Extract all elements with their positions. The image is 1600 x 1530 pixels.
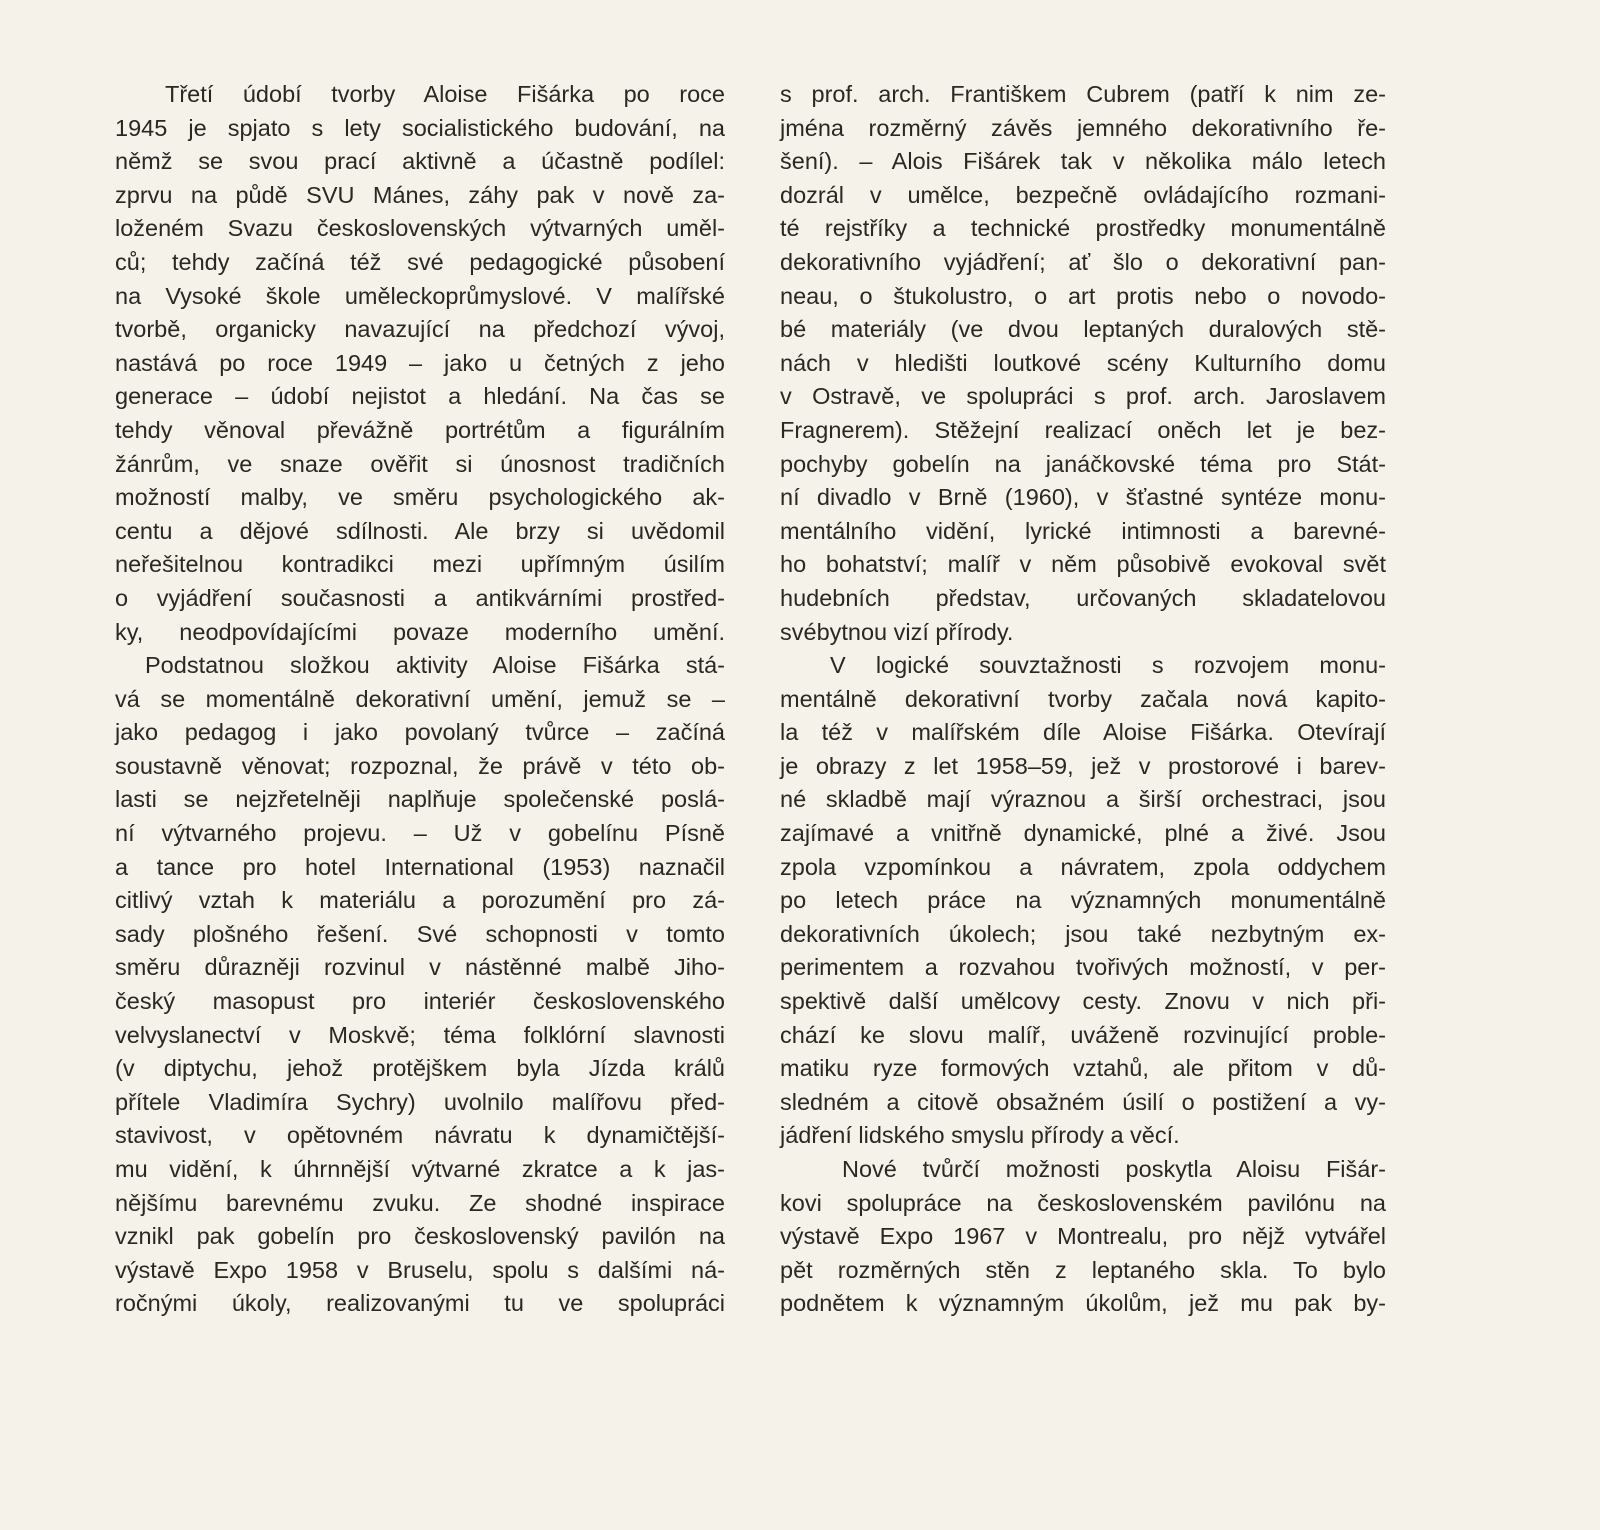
text-line: ky, neodpovídajícími povaze moderního umění. <box>115 618 725 645</box>
text-line: v Ostravě, ve spolupráci s prof. arch. Jaroslavem <box>780 383 1386 410</box>
text-line: němž se svou prací aktivně a účastně podílel: <box>115 148 725 175</box>
text-line: bé materiály (ve dvou leptaných duralových stě- <box>780 316 1386 343</box>
text-line: český masopust pro interiér československého <box>115 988 725 1015</box>
text-line: ní výtvarného projevu. – Už v gobelínu Písně <box>115 820 725 847</box>
text-line: ců; tehdy začíná též své pedagogické působení <box>115 248 725 275</box>
text-line: Fragnerem). Stěžejní realizací oněch let je bez- <box>780 416 1386 443</box>
text-line: nějšímu barevnému zvuku. Ze shodné inspirace <box>115 1189 725 1216</box>
text-line: Třetí údobí tvorby Aloise Fišárka po roce <box>165 81 725 107</box>
text-line: jména rozměrný závěs jemného dekorativního ře- <box>780 114 1386 141</box>
text-line: s prof. arch. Františkem Cubrem (patří k nim ze- <box>780 81 1386 107</box>
text-line: zajímavé a vnitřně dynamické, plné a živé. Jsou <box>780 820 1386 847</box>
text-line: po letech práce na významných monumentálně <box>780 887 1386 914</box>
text-line: na Vysoké škole uměleckoprůmyslové. V malířské <box>115 282 725 309</box>
paragraph <box>780 78 1386 649</box>
text-line: přítele Vladimíra Sychry) uvolnilo malířovu před- <box>115 1088 725 1115</box>
text-line: dekorativního vyjádření; ať šlo o dekorativní pan- <box>780 248 1386 275</box>
text-line: Nové tvůrčí možnosti poskytla Aloisu Fišár- <box>842 1156 1386 1182</box>
text-line: spektivě další umělcovy cesty. Znovu v nich při- <box>780 988 1386 1015</box>
text-line: centu a dějové sdílnosti. Ale brzy si uvědomil <box>115 517 725 544</box>
text-line: šení). – Alois Fišárek tak v několika málo letech <box>780 148 1386 175</box>
text-line: mentálně dekorativní tvorby začala nová kapito- <box>780 685 1386 712</box>
paragraph <box>115 649 725 1321</box>
text-line: pochyby gobelín na janáčkovské téma pro Stát- <box>780 450 1386 477</box>
text-line: neau, o štukolustro, o art protis nebo o novodo- <box>780 282 1386 309</box>
text-line: výstavě Expo 1967 v Montrealu, pro nějž vytvářel <box>780 1223 1386 1250</box>
text-line: zpola vzpomínkou a návratem, zpola oddychem <box>780 853 1386 880</box>
text-line: hudebních představ, určovaných skladatelovou <box>780 584 1386 611</box>
text-line: ní divadlo v Brně (1960), v šťastné syntéze monu- <box>780 484 1386 511</box>
text-line: žánrům, ve snaze ověřit si únosnost tradičních <box>115 450 725 477</box>
text-line: mentálního vidění, lyrické intimnosti a barevné- <box>780 517 1386 544</box>
paragraph <box>780 1153 1386 1321</box>
text-line: Podstatnou složkou aktivity Aloise Fišárka stá- <box>145 652 725 679</box>
text-line: citlivý vztah k materiálu a porozumění pro zá- <box>115 887 725 914</box>
text-line: mu vidění, k úhrnnější výtvarné zkratce a k jas- <box>115 1156 725 1182</box>
text-line: ročnými úkoly, realizovanými tu ve spolupráci <box>115 1290 725 1317</box>
text-line: stavivost, v opětovném návratu k dynamičtější- <box>115 1122 725 1149</box>
text-line: V logické souvztažnosti s rozvojem monu- <box>830 652 1386 679</box>
text-line: podnětem k významným úkolům, jež mu pak by- <box>780 1290 1386 1317</box>
text-line: zprvu na půdě SVU Mánes, záhy pak v nově za- <box>115 181 725 208</box>
text-line: té rejstříky a technické prostředky monumentálně <box>780 215 1386 242</box>
text-line: tvorbě, organicky navazující na předchozí vývoj, <box>115 316 725 343</box>
text-line: pět rozměrných stěn z leptaného skla. To bylo <box>780 1256 1386 1283</box>
text-line: matiku ryze formových vztahů, ale přitom v dů- <box>780 1055 1386 1082</box>
text-line: velvyslanectví v Moskvě; téma folklórní slavnosti <box>115 1021 725 1048</box>
text-line: perimentem a rozvahou tvořivých možností, v per- <box>780 954 1386 981</box>
text-line: sledném a citově obsažném úsilí o postižení a vy- <box>780 1088 1386 1115</box>
text-line: jako pedagog i jako povolaný tvůrce – začíná <box>115 719 725 746</box>
paragraph <box>780 649 1386 1153</box>
text-line: ho bohatství; malíř v něm působivě evokoval svět <box>780 551 1386 578</box>
text-line: la též v malířském díle Aloise Fišárka. Otevírají <box>780 719 1386 746</box>
text-line: 1945 je spjato s lety socialistického budování, na <box>115 114 725 141</box>
text-line: jádření lidského smyslu přírody a věcí. <box>780 1122 1180 1149</box>
text-line: generace – údobí nejistot a hledání. Na čas se <box>115 383 725 410</box>
text-line: o vyjádření současnosti a antikvárními prostřed- <box>115 584 725 611</box>
text-line: směru důrazněji rozvinul v nástěnné malbě Jiho- <box>115 954 725 981</box>
text-line: (v diptychu, jehož protějškem byla Jízda králů <box>115 1055 725 1082</box>
text-line: a tance pro hotel International (1953) naznačil <box>115 853 725 880</box>
text-line: né skladbě mají výraznou a širší orchestraci, jsou <box>780 786 1386 813</box>
text-line: soustavně věnovat; rozpoznal, že právě v této ob- <box>115 752 725 779</box>
text-line: loženém Svazu československých výtvarných uměl- <box>115 215 725 242</box>
text-line: svébytnou vizí přírody. <box>780 618 1014 645</box>
text-line: tehdy věnoval převážně portrétům a figurálním <box>115 416 725 443</box>
text-line: kovi spolupráce na československém pavilónu na <box>780 1189 1386 1216</box>
text-column-right <box>780 78 1386 1321</box>
text-line: vznikl pak gobelín pro československý pavilón na <box>115 1223 725 1250</box>
text-line: neřešitelnou kontradikci mezi upřímným úsilím <box>115 551 725 578</box>
text-line: dekorativních úkolech; jsou také nezbytným ex- <box>780 920 1386 947</box>
text-line: dozrál v umělce, bezpečně ovládajícího rozmani- <box>780 181 1386 208</box>
text-line: je obrazy z let 1958–59, jež v prostorové i barev- <box>780 752 1386 779</box>
text-line: výstavě Expo 1958 v Bruselu, spolu s dalšími ná- <box>115 1256 725 1283</box>
text-line: chází ke slovu malíř, uváženě rozvinující proble- <box>780 1021 1386 1048</box>
text-line: sady plošného řešení. Své schopnosti v tomto <box>115 920 725 947</box>
text-line: lasti se nejzřetelněji naplňuje společenské poslá- <box>115 786 725 813</box>
text-line: nastává po roce 1949 – jako u četných z jeho <box>115 349 725 376</box>
paragraph <box>115 78 725 649</box>
text-line: možností malby, ve směru psychologického ak- <box>115 484 725 511</box>
text-line: nách v hledišti loutkové scény Kulturního domu <box>780 349 1386 376</box>
text-column-left <box>115 78 725 1321</box>
text-line: vá se momentálně dekorativní umění, jemuž se – <box>115 685 725 712</box>
